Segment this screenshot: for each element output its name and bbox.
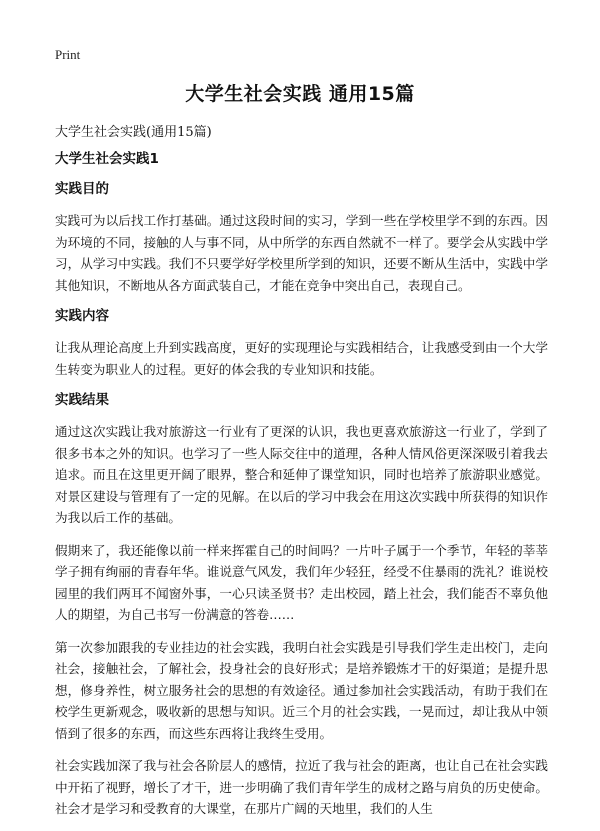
document-subtitle: 大学生社会实践(通用15篇): [55, 125, 212, 140]
paragraph: 社会实践加深了我与社会各阶层人的感情，拉近了我与社会的距离，也让自己在社会实践中开拓了视野，增长了才干，进一步明确了我们青年学生的成材之路与肩负的历史使命。社会才是学习和受教育的大课堂，在那片广阔的天地里，我们的人生: [55, 758, 548, 816]
print-label[interactable]: Print: [55, 47, 81, 62]
section-heading: 实践结果: [55, 392, 109, 408]
article-heading: 大学生社会实践1: [55, 151, 159, 167]
section-result: [55, 391, 548, 820]
document-title: 大学生社会实践 通用15篇: [185, 83, 415, 105]
document-content: [55, 150, 548, 831]
paragraph: 假期来了，我还能像以前一样来挥霍自己的时间吗？一片叶子属于一个季节，年轻的莘莘学子拥有绚丽的青春年华。谁说意气风发，我们年少轻狂，经受不住暴雨的洗礼？谁说校园里的我们两耳不闻窗外事，一心只读圣贤书？走出校园，踏上社会，我们能否不辜负他人的期望，为自己书写一份满意的答卷……: [55, 542, 548, 622]
paragraph: 实践可为以后找工作打基础。通过这段时间的实习，学到一些在学校里学不到的东西。因为环境的不同，接触的人与事不同，从中所学的东西自然就不一样了。要学会从实践中学习，从学习中实践。我们不只要学好学校里所学到的知识，还要不断从生活中，实践中学其他知识，不断地从各方面武装自己，才能在竞争中突出自己，表现自己。: [55, 213, 548, 293]
section-heading: 实践内容: [55, 308, 109, 324]
paragraph: 通过这次实践让我对旅游这一行业有了更深的认识，我也更喜欢旅游这一行业了，学到了很多书本之外的知识。也学习了一些人际交往中的道理，各种人情风俗更深深吸引着我去追求。而且在这里更开阔了眼界，整合和延伸了课堂知识，同时也培养了旅游职业感觉。对景区建设与管理有了一定的见解。在以后的学习中我会在用这次实践中所获得的知识作为我以后工作的基础。: [55, 424, 548, 525]
paragraph: 第一次参加跟我的专业挂边的社会实践，我明白社会实践是引导我们学生走出校门，走向社会，接触社会，了解社会，投身社会的良好形式；是培养锻炼才干的好渠道；是提升思想，修身养性，树立服务社会的思想的有效途径。通过参加社会实践活动，有助于我们在校学生更新观念，吸收新的思想与知识。近三个月的社会实践，一晃而过，却让我从中领悟到了很多的东西，而这些东西将让我终生受用。: [55, 639, 548, 741]
paragraph: 让我从理论高度上升到实践高度，更好的实现理论与实践相结合，让我感受到由一个大学生转变为职业人的过程。更好的体会我的专业知识和技能。: [55, 340, 548, 377]
section-heading: 实践目的: [55, 181, 109, 197]
section-purpose: [55, 180, 548, 296]
section-content: [55, 307, 548, 380]
